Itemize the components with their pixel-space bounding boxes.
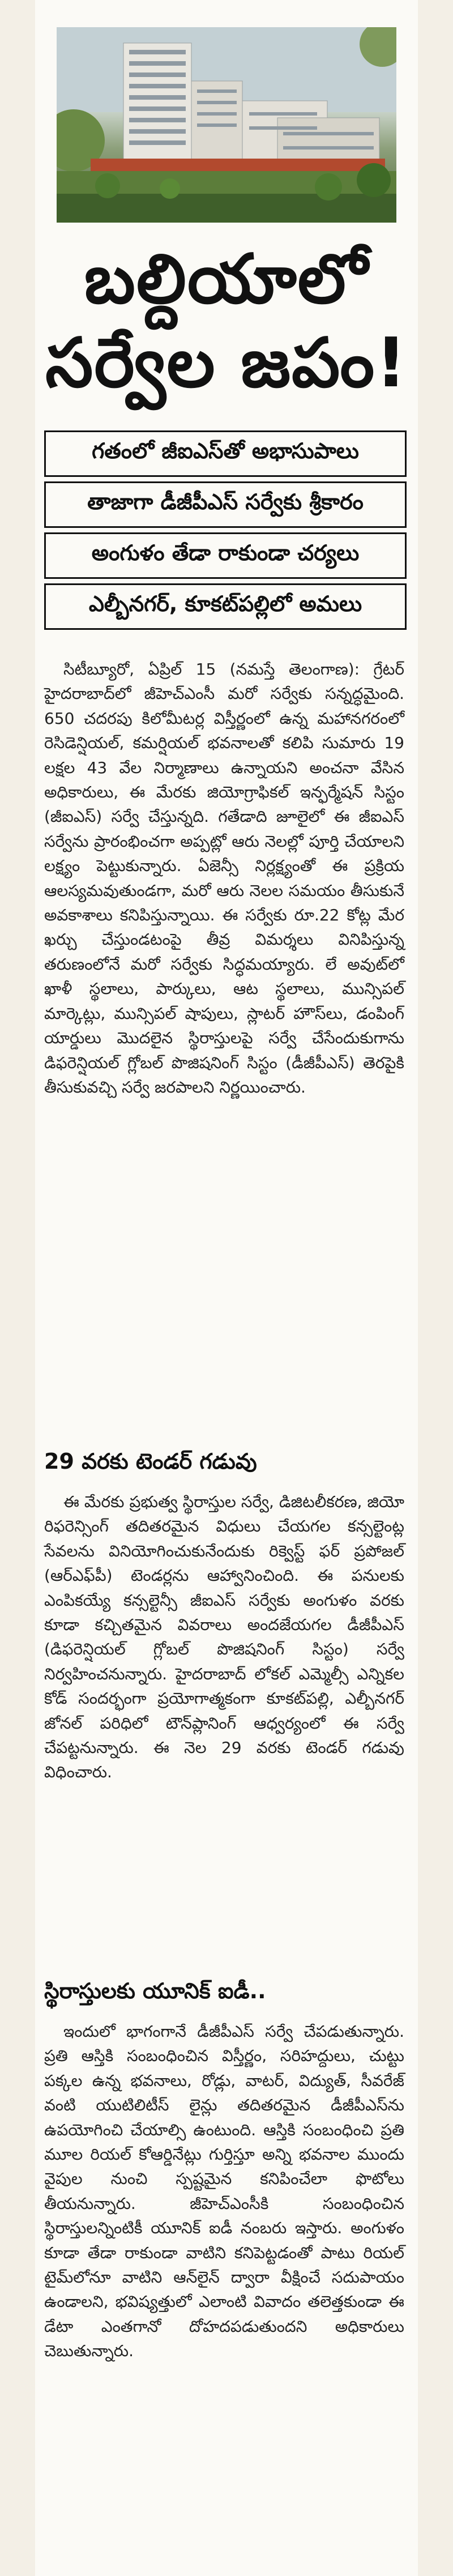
section-1-paragraph: ఈ మేరకు ప్రభుత్వ స్థిరాస్తుల సర్వే, డిజిటలీకరణ, జియో రిఫరెన్సింగ్ తదితరమైన విధులు చేయగల కన్సల్టెంట్ల సేవలను వినియోగించుకునేందుకు రిక్వెస్ట్ ఫర్ ప్రపోజల్ (ఆర్ఎఫ్‌పీ) టెండర్లను ఆహ్వానించింది. ఈ పనులకు ఎంపికయ్యే కన్సల్టెన్సీ జీఐఎస్ సర్వేకు అంగుళం వరకు కూడా కచ్చితమైన వివరాలు అందజేయగల డీజీపీఎస్ (డిఫరెన్షియల్ గ్లోబల్ పొజిషనింగ్ సిస్టం) సర్వే నిర్వహించనున్నారు. హైదరాబాద్ లోకల్ ఎమ్మెల్సీ ఎన్నికల కోడ్ సందర్భంగా ప్రయోగాత్మకంగా కూకట్‌పల్లి, ఎల్బీనగర్ జోనల్ పరిధిలో టౌన్‌ప్లానింగ్ ఆధ్వర్యంలో ఈ సర్వే చేపట్టనున్నారు. ఈ నెల 29 వరకు టెండర్ గడువు విధించారు. <box>44 1492 404 1782</box>
intro-paragraph: సిటీబ్యూరో, ఏప్రిల్ 15 (నమస్తే తెలంగాణ): గ్రేటర్ హైదరాబాద్‌లో జీహెచ్ఎంసీ మరో సర్వేకు సన్నద్ధమైంది. 650 చదరపు కిలోమీటర్ల విస్తీర్ణంలో ఉన్న మహానగరంలో రెసిడెన్షియల్, కమర్షియల్ భవనాలతో కలిపి సుమారు 19 లక్షల 43 వేల నిర్మాణాలు ఉన్నాయని అంచనా వేసిన అధికారులు, ఈ మేరకు జియోగ్రాఫికల్ ఇన్ఫర్మేషన్ సిస్టం (జీఐఎస్) సర్వే చేస్తున్నది. గతేడాది జూలైలో ఈ జీఐఎస్ సర్వేను ప్రారంభించగా అప్పట్లో ఆరు నెలల్లో పూర్తి చేయాలని లక్ష్యం పెట్టుకున్నారు. ఏజెన్సీ నిర్లక్ష్యంతో ఈ ప్రక్రియ ఆలస్యమవుతుండగా, మరో ఆరు నెలల సమయం తీసుకునే అవకాశాలు కనిపిస్తున్నాయి. ఈ సర్వేకు రూ.22 కోట్ల మేర ఖర్చు చేస్తుండటంపై తీవ్ర విమర్శలు వినిపిస్తున్న తరుణంలోనే మరో సర్వేకు సిద్ధమయ్యారు. లే అవుట్‌లో ఖాళీ స్థలాలు, పార్కులు, ఆట స్థలాలు, మున్సిపల్ మార్కెట్లు, మున్సిపల్ షాపులు, స్లాటర్ హౌస్‌లు, డంపింగ్ యార్డులు మొదలైన స్థిరాస్తులపై సర్వే చేసేందుకుగాను డిఫరెన్షియల్ గ్లోబల్ పొజిషనింగ్ సిస్టం (డీజీపీఎస్) తెరపైకి తీసుకువచ్చి సర్వే జరపాలని నిర్ణయించారు. <box>44 660 404 1097</box>
building-illustration <box>57 27 396 223</box>
headline-line-2: సర్వేల జపం! <box>45 324 408 403</box>
intro-body <box>44 657 404 1099</box>
section-2-title: స్థిరాస్తులకు యూనిక్ ఐడీ.. <box>44 1978 266 2003</box>
subhead-2: తాజాగా డీజీపీఎస్ సర్వేకు శ్రీకారం <box>44 481 407 528</box>
section-2-paragraph: ఇందులో భాగంగానే డీజీపీఎస్ సర్వే చేపడుతున్నారు. ప్రతి ఆస్తికి సంబంధించిన విస్తీర్ణం, సరిహద్దులు, చుట్టు పక్కల ఉన్న భవనాలు, రోడ్లు, వాటర్, విద్యుత్, సీవరేజ్ వంటి యుటిలిటీస్ లైన్లు తదితరమైన డీజీపీఎస్‌ను ఉపయోగించి చేయాల్సి ఉంటుంది. ఆస్తికి సంబంధించి ప్రతి మూల రియల్ కోఆర్డినేట్లు గుర్తిస్తూ అన్ని భవనాల ముందు వైపుల నుంచి స్పష్టమైన కనిపించేలా ఫొటోలు తీయనున్నారు. జీహెచ్ఎంసీకి సంబంధించిన స్థిరాస్తులన్నింటికీ యూనిక్ ఐడీ నంబరు ఇస్తారు. అంగుళం కూడా తేడా రాకుండా వాటిని కనిపెట్టడంతో పాటు రియల్ టైమ్‌లోనూ వాటిని ఆన్‌లైన్ ద్వారా వీక్షించే సదుపాయం ఉండాలని, భవిష్యత్తులో ఎలాంటి వివాదం తలెత్తకుండా ఈ డేటా ఎంతగానో దోహదపడుతుందని అధికారులు చెబుతున్నారు. <box>44 2022 404 2361</box>
section-1-body <box>44 1490 404 1785</box>
subhead-1: గతంలో జీఐఎస్‌తో అభాసుపాలు <box>44 430 407 477</box>
subhead-3: అంగుళం తేడా రాకుండా చర్యలు <box>44 532 407 579</box>
subhead-4: ఎల్బీనగర్, కూకట్‌పల్లిలో అమలు <box>44 583 407 630</box>
headline-line-1: బల్దియాలో <box>84 240 369 319</box>
headline <box>40 238 413 406</box>
section-2-body <box>44 2019 404 2364</box>
ghmc-building-photo <box>57 27 396 223</box>
section-1-title: 29 వరకు టెండర్ గడువు <box>44 1449 257 1474</box>
